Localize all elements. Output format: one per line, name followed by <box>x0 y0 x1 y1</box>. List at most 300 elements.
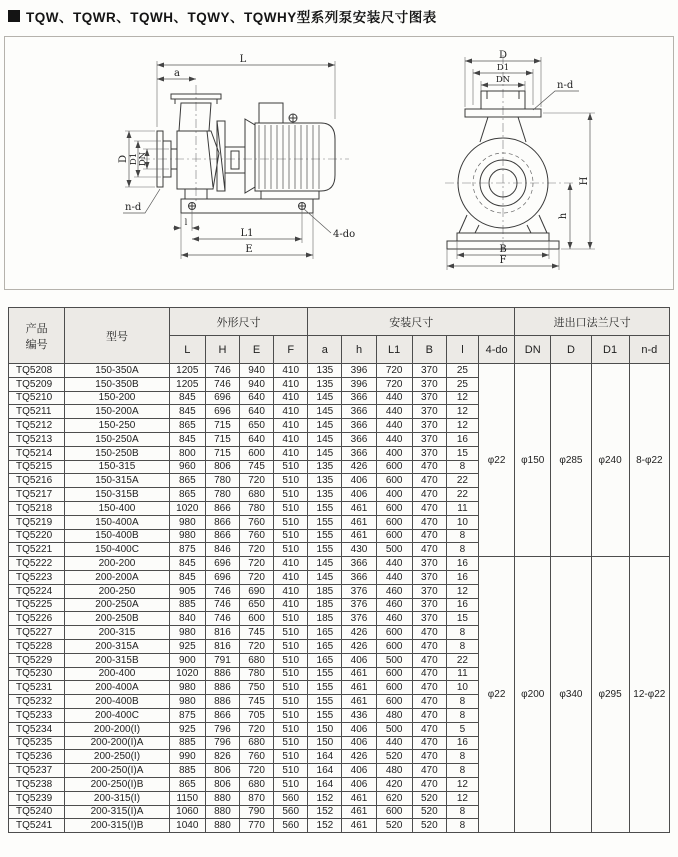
cell-L: 980 <box>169 681 205 695</box>
cell-l: 12 <box>446 391 478 405</box>
table-row <box>9 364 670 378</box>
flange-cell-DN: φ200 <box>515 557 551 833</box>
cell-a: 165 <box>308 626 342 640</box>
cell-E: 720 <box>240 570 274 584</box>
cell-B: 370 <box>412 446 446 460</box>
cell-id: TQ5238 <box>9 777 65 791</box>
cell-E: 940 <box>240 364 274 378</box>
col-header-L: L <box>169 336 205 364</box>
header-product-line1: 产品 <box>25 322 48 335</box>
cell-l: 8 <box>446 460 478 474</box>
cell-H: 796 <box>205 736 239 750</box>
header-group-install: 安装尺寸 <box>308 308 515 336</box>
cell-h: 461 <box>342 529 376 543</box>
cell-F: 510 <box>274 626 308 640</box>
cell-model: 150-200A <box>65 405 169 419</box>
cell-l: 8 <box>446 639 478 653</box>
cell-h: 366 <box>342 570 376 584</box>
cell-E: 790 <box>240 805 274 819</box>
cell-B: 470 <box>412 543 446 557</box>
cell-F: 510 <box>274 722 308 736</box>
cell-F: 560 <box>274 819 308 833</box>
cell-id: TQ5220 <box>9 529 65 543</box>
cell-F: 510 <box>274 736 308 750</box>
cell-h: 430 <box>342 543 376 557</box>
cell-H: 816 <box>205 626 239 640</box>
cell-L: 1020 <box>169 501 205 515</box>
cell-a: 145 <box>308 432 342 446</box>
base-plate <box>181 199 313 213</box>
cell-H: 866 <box>205 708 239 722</box>
cell-id: TQ5225 <box>9 598 65 612</box>
cell-model: 150-400A <box>65 515 169 529</box>
cell-id: TQ5236 <box>9 750 65 764</box>
cell-B: 470 <box>412 750 446 764</box>
cell-model: 200-250A <box>65 598 169 612</box>
cell-L: 990 <box>169 750 205 764</box>
cell-a: 185 <box>308 584 342 598</box>
cell-B: 470 <box>412 501 446 515</box>
cell-model: 150-400B <box>65 529 169 543</box>
cell-L1: 600 <box>376 639 412 653</box>
cell-L: 1150 <box>169 791 205 805</box>
cell-L: 1205 <box>169 364 205 378</box>
table-row <box>9 557 670 571</box>
cell-L: 800 <box>169 446 205 460</box>
motor-feet <box>261 191 319 199</box>
cell-H: 826 <box>205 750 239 764</box>
cell-model: 200-200 <box>65 557 169 571</box>
dim-label-n-d: n-d <box>557 80 574 91</box>
cell-l: 25 <box>446 364 478 378</box>
cell-F: 510 <box>274 501 308 515</box>
cell-l: 8 <box>446 805 478 819</box>
cell-l: 12 <box>446 777 478 791</box>
cell-id: TQ5241 <box>9 819 65 833</box>
cell-id: TQ5212 <box>9 419 65 433</box>
cell-B: 370 <box>412 419 446 433</box>
cell-H: 746 <box>205 598 239 612</box>
cell-B: 470 <box>412 488 446 502</box>
cell-B: 470 <box>412 639 446 653</box>
cell-F: 560 <box>274 791 308 805</box>
cell-H: 696 <box>205 391 239 405</box>
cell-L: 980 <box>169 626 205 640</box>
cell-L1: 440 <box>376 419 412 433</box>
cell-l: 8 <box>446 819 478 833</box>
cell-E: 940 <box>240 377 274 391</box>
cell-model: 200-400B <box>65 695 169 709</box>
cell-model: 200-200A <box>65 570 169 584</box>
dim-label-4-do: 4-do <box>333 229 356 240</box>
cell-l: 22 <box>446 488 478 502</box>
title-bullet-icon <box>8 10 20 22</box>
cell-id: TQ5208 <box>9 364 65 378</box>
cell-H: 715 <box>205 419 239 433</box>
cell-model: 200-315(I)B <box>65 819 169 833</box>
cell-h: 461 <box>342 515 376 529</box>
cell-E: 870 <box>240 791 274 805</box>
cell-h: 461 <box>342 667 376 681</box>
bracket-cone <box>245 119 255 193</box>
cell-model: 150-400C <box>65 543 169 557</box>
cell-a: 155 <box>308 667 342 681</box>
col-header-D1: D1 <box>591 336 629 364</box>
cell-l: 16 <box>446 736 478 750</box>
cell-L: 1020 <box>169 667 205 681</box>
cell-B: 370 <box>412 405 446 419</box>
cell-B: 520 <box>412 805 446 819</box>
dim-label-n-d: n-d <box>125 202 142 213</box>
col-header-B: B <box>412 336 446 364</box>
cell-B: 470 <box>412 722 446 736</box>
cell-h: 366 <box>342 419 376 433</box>
cell-H: 696 <box>205 570 239 584</box>
cell-model: 150-400 <box>65 501 169 515</box>
cell-a: 164 <box>308 750 342 764</box>
dim-label-D: D <box>118 154 129 164</box>
cell-a: 165 <box>308 653 342 667</box>
cell-l: 8 <box>446 529 478 543</box>
cell-L: 980 <box>169 529 205 543</box>
cell-model: 200-250B <box>65 612 169 626</box>
cell-model: 200-250(I)B <box>65 777 169 791</box>
cell-L1: 600 <box>376 805 412 819</box>
cell-L1: 500 <box>376 653 412 667</box>
cell-H: 806 <box>205 764 239 778</box>
cell-h: 406 <box>342 722 376 736</box>
cell-L: 1040 <box>169 819 205 833</box>
cell-E: 760 <box>240 515 274 529</box>
cell-id: TQ5222 <box>9 557 65 571</box>
cell-L: 1060 <box>169 805 205 819</box>
cell-a: 150 <box>308 736 342 750</box>
cell-B: 370 <box>412 391 446 405</box>
cell-L: 875 <box>169 708 205 722</box>
cell-h: 406 <box>342 474 376 488</box>
cell-F: 410 <box>274 570 308 584</box>
cell-E: 680 <box>240 777 274 791</box>
cell-id: TQ5240 <box>9 805 65 819</box>
cell-L1: 520 <box>376 819 412 833</box>
cell-h: 406 <box>342 653 376 667</box>
header-model: 型号 <box>65 308 169 364</box>
cell-E: 745 <box>240 460 274 474</box>
cell-F: 410 <box>274 432 308 446</box>
terminal-box <box>259 103 283 123</box>
cell-id: TQ5231 <box>9 681 65 695</box>
cell-L: 840 <box>169 612 205 626</box>
cell-H: 796 <box>205 722 239 736</box>
cell-B: 470 <box>412 764 446 778</box>
cell-L1: 400 <box>376 488 412 502</box>
cell-E: 760 <box>240 529 274 543</box>
cell-id: TQ5223 <box>9 570 65 584</box>
cell-L: 865 <box>169 488 205 502</box>
cell-E: 640 <box>240 405 274 419</box>
cell-E: 720 <box>240 764 274 778</box>
cell-L1: 440 <box>376 391 412 405</box>
cell-model: 200-200(I) <box>65 722 169 736</box>
cell-E: 780 <box>240 501 274 515</box>
cell-L: 865 <box>169 419 205 433</box>
cell-H: 866 <box>205 501 239 515</box>
flange-cell-nd: 12-φ22 <box>629 557 669 833</box>
cell-l: 16 <box>446 570 478 584</box>
cell-L: 885 <box>169 736 205 750</box>
dim-label-D: D <box>498 50 508 61</box>
cell-l: 8 <box>446 543 478 557</box>
cell-id: TQ5224 <box>9 584 65 598</box>
cell-h: 406 <box>342 777 376 791</box>
cell-H: 880 <box>205 819 239 833</box>
pump-side-view-svg <box>93 41 393 285</box>
cell-l: 11 <box>446 667 478 681</box>
cell-B: 470 <box>412 695 446 709</box>
col-header-a: a <box>308 336 342 364</box>
cell-h: 406 <box>342 736 376 750</box>
cell-h: 461 <box>342 681 376 695</box>
cell-F: 410 <box>274 419 308 433</box>
diagram-box <box>4 36 674 290</box>
cell-E: 720 <box>240 474 274 488</box>
cell-H: 866 <box>205 529 239 543</box>
cell-l: 10 <box>446 681 478 695</box>
cell-id: TQ5227 <box>9 626 65 640</box>
header-group-outline: 外形尺寸 <box>169 308 308 336</box>
cell-id: TQ5217 <box>9 488 65 502</box>
cell-F: 510 <box>274 460 308 474</box>
cell-F: 410 <box>274 584 308 598</box>
cell-l: 16 <box>446 557 478 571</box>
cell-model: 200-200(I)A <box>65 736 169 750</box>
cell-l: 12 <box>446 405 478 419</box>
discharge-pipe <box>179 103 211 131</box>
cell-H: 886 <box>205 681 239 695</box>
cell-B: 370 <box>412 432 446 446</box>
cell-l: 22 <box>446 474 478 488</box>
cell-h: 376 <box>342 612 376 626</box>
cell-a: 135 <box>308 460 342 474</box>
cell-l: 15 <box>446 446 478 460</box>
cell-id: TQ5210 <box>9 391 65 405</box>
cell-E: 750 <box>240 681 274 695</box>
cell-L1: 620 <box>376 791 412 805</box>
cell-L1: 500 <box>376 543 412 557</box>
col-header-n-d: n-d <box>629 336 669 364</box>
dim-label-D1: D1 <box>129 152 139 166</box>
cell-L1: 440 <box>376 557 412 571</box>
cell-l: 12 <box>446 584 478 598</box>
cell-E: 600 <box>240 446 274 460</box>
cell-E: 640 <box>240 391 274 405</box>
flange-cell-do4: φ22 <box>479 364 515 557</box>
page-title-row <box>8 6 437 26</box>
cell-E: 600 <box>240 612 274 626</box>
cell-F: 510 <box>274 612 308 626</box>
cell-F: 510 <box>274 653 308 667</box>
header-group-flange: 进出口法兰尺寸 <box>515 308 670 336</box>
cell-E: 650 <box>240 598 274 612</box>
cell-model: 150-315 <box>65 460 169 474</box>
cell-h: 366 <box>342 432 376 446</box>
col-header-h: h <box>342 336 376 364</box>
dim-label-D1: D1 <box>496 63 510 73</box>
cell-a: 145 <box>308 570 342 584</box>
cell-F: 560 <box>274 805 308 819</box>
cell-E: 680 <box>240 653 274 667</box>
cell-h: 366 <box>342 405 376 419</box>
cell-a: 164 <box>308 764 342 778</box>
cell-B: 370 <box>412 557 446 571</box>
cell-model: 150-250 <box>65 419 169 433</box>
dim-label-H: H <box>579 176 590 186</box>
cell-B: 370 <box>412 364 446 378</box>
cell-B: 370 <box>412 377 446 391</box>
cell-B: 470 <box>412 667 446 681</box>
cell-B: 520 <box>412 819 446 833</box>
cell-E: 720 <box>240 722 274 736</box>
cell-F: 410 <box>274 446 308 460</box>
cell-F: 410 <box>274 598 308 612</box>
cell-a: 145 <box>308 405 342 419</box>
cell-H: 846 <box>205 543 239 557</box>
cell-L1: 600 <box>376 515 412 529</box>
cell-L1: 600 <box>376 667 412 681</box>
cell-model: 150-315A <box>65 474 169 488</box>
pump-front-view-drawing <box>403 41 635 285</box>
cell-h: 366 <box>342 391 376 405</box>
cell-H: 696 <box>205 557 239 571</box>
cell-L: 845 <box>169 570 205 584</box>
cell-model: 150-250B <box>65 446 169 460</box>
cell-id: TQ5226 <box>9 612 65 626</box>
cell-F: 510 <box>274 488 308 502</box>
cell-l: 22 <box>446 653 478 667</box>
dim-label-B: B <box>499 244 507 255</box>
cell-a: 135 <box>308 488 342 502</box>
col-header-F: F <box>274 336 308 364</box>
cell-id: TQ5237 <box>9 764 65 778</box>
cell-B: 520 <box>412 791 446 805</box>
cell-E: 640 <box>240 432 274 446</box>
cell-h: 461 <box>342 819 376 833</box>
cell-model: 200-315 <box>65 626 169 640</box>
flange-cell-nd: 8-φ22 <box>629 364 669 557</box>
cell-H: 886 <box>205 667 239 681</box>
cell-F: 410 <box>274 391 308 405</box>
cell-E: 770 <box>240 819 274 833</box>
cell-E: 720 <box>240 557 274 571</box>
cell-H: 696 <box>205 405 239 419</box>
cell-L: 875 <box>169 543 205 557</box>
cell-F: 510 <box>274 639 308 653</box>
cell-l: 8 <box>446 626 478 640</box>
cell-a: 185 <box>308 612 342 626</box>
cell-H: 780 <box>205 474 239 488</box>
cell-L1: 600 <box>376 695 412 709</box>
cell-l: 15 <box>446 612 478 626</box>
cell-L: 845 <box>169 557 205 571</box>
cell-id: TQ5216 <box>9 474 65 488</box>
cell-h: 406 <box>342 488 376 502</box>
cell-L1: 600 <box>376 501 412 515</box>
cell-a: 155 <box>308 529 342 543</box>
cell-id: TQ5215 <box>9 460 65 474</box>
cell-L1: 500 <box>376 722 412 736</box>
motor-fins <box>259 125 319 189</box>
cell-F: 410 <box>274 405 308 419</box>
cell-a: 145 <box>308 557 342 571</box>
cell-id: TQ5228 <box>9 639 65 653</box>
cell-id: TQ5214 <box>9 446 65 460</box>
cell-E: 720 <box>240 639 274 653</box>
cell-B: 470 <box>412 460 446 474</box>
cell-B: 370 <box>412 584 446 598</box>
cell-L1: 460 <box>376 612 412 626</box>
cell-a: 165 <box>308 639 342 653</box>
dim-label-a: a <box>174 68 180 79</box>
flange-cell-DN: φ150 <box>515 364 551 557</box>
dim-label-F: F <box>499 255 507 266</box>
dimension-table <box>8 307 670 833</box>
cell-L1: 720 <box>376 364 412 378</box>
col-header-l: l <box>446 336 478 364</box>
cell-id: TQ5221 <box>9 543 65 557</box>
cell-E: 745 <box>240 695 274 709</box>
cell-a: 152 <box>308 791 342 805</box>
pump-side-view-drawing <box>93 41 393 285</box>
dim-label-L1: L1 <box>240 228 254 239</box>
cell-H: 886 <box>205 695 239 709</box>
cell-H: 746 <box>205 612 239 626</box>
cell-a: 155 <box>308 543 342 557</box>
cell-L1: 460 <box>376 584 412 598</box>
dim-label-DN: DN <box>495 75 511 85</box>
cell-F: 410 <box>274 557 308 571</box>
cell-B: 470 <box>412 681 446 695</box>
cell-B: 470 <box>412 529 446 543</box>
cell-B: 370 <box>412 612 446 626</box>
cell-h: 426 <box>342 460 376 474</box>
cell-h: 461 <box>342 805 376 819</box>
cell-h: 366 <box>342 446 376 460</box>
cell-l: 11 <box>446 501 478 515</box>
cell-id: TQ5230 <box>9 667 65 681</box>
cell-a: 135 <box>308 377 342 391</box>
cell-F: 510 <box>274 681 308 695</box>
cell-B: 470 <box>412 653 446 667</box>
cell-l: 16 <box>446 598 478 612</box>
cell-L: 925 <box>169 722 205 736</box>
cell-E: 760 <box>240 750 274 764</box>
cell-E: 690 <box>240 584 274 598</box>
cell-id: TQ5233 <box>9 708 65 722</box>
cell-model: 150-350A <box>65 364 169 378</box>
header-product-line2: 编号 <box>25 338 48 351</box>
header-product-id <box>9 308 65 364</box>
cell-B: 470 <box>412 736 446 750</box>
cell-h: 406 <box>342 764 376 778</box>
cell-E: 705 <box>240 708 274 722</box>
dim-label-l: l <box>184 218 188 228</box>
cell-L: 885 <box>169 764 205 778</box>
cell-id: TQ5209 <box>9 377 65 391</box>
table-header <box>9 308 670 364</box>
cell-l: 12 <box>446 791 478 805</box>
cell-a: 152 <box>308 805 342 819</box>
cell-L1: 600 <box>376 460 412 474</box>
